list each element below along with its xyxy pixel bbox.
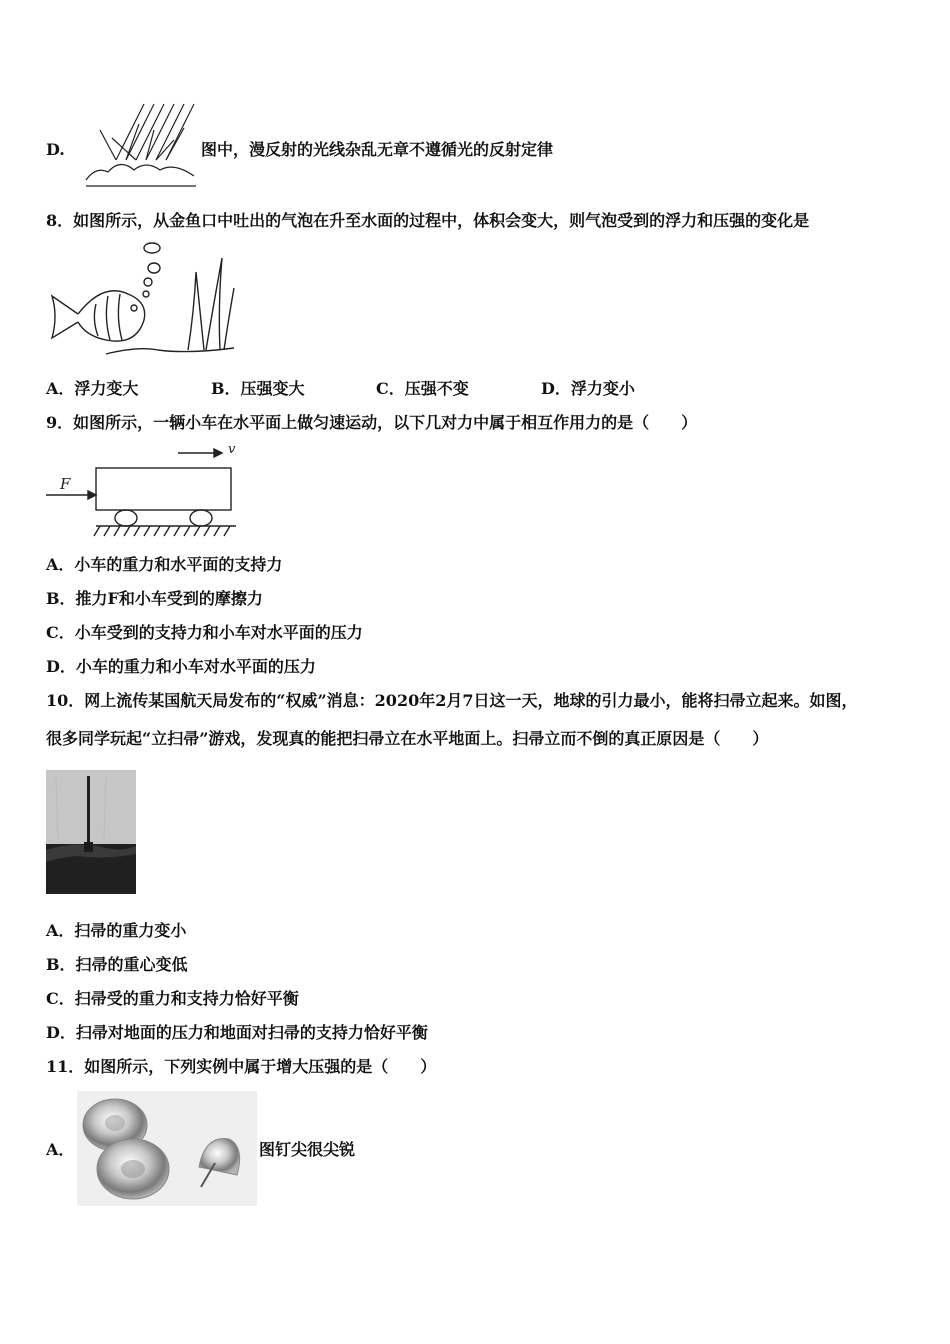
- force-label: F: [60, 475, 71, 493]
- q8-option-a: A．浮力变大: [46, 379, 139, 398]
- question-10-stem-line1: 10．网上流传某国航天局发布的“权威”消息：2020年2月7日这一天，地球的引力最小，能将扫帚立起来。如图，: [46, 691, 858, 710]
- question-10-stem-line2: 很多同学玩起“立扫帚”游戏，发现真的能把扫帚立在水平地面上。扫帚立而不倒的真正原因是（ ）: [46, 729, 769, 748]
- option-d-label: D.: [46, 140, 65, 159]
- option-d-text: 图中，漫反射的光线杂乱无章不遵循光的反射定律: [201, 140, 554, 159]
- q9-option-c: C．小车受到的支持力和小车对水平面的压力: [46, 623, 363, 642]
- question-11-stem: 11．如图所示，下列实例中属于增大压强的是（ ）: [46, 1057, 437, 1076]
- q10-option-a: A．扫帚的重力变小: [46, 921, 187, 940]
- question-9-stem: 9．如图所示，一辆小车在水平面上做匀速运动，以下几对力中属于相互作用力的是（ ）: [46, 413, 698, 432]
- q11-option-a-text: 图钉尖很尖锐: [259, 1140, 356, 1159]
- q10-option-d: D．扫帚对地面的压力和地面对扫帚的支持力恰好平衡: [46, 1023, 428, 1042]
- q9-option-a: A．小车的重力和水平面的支持力: [46, 555, 283, 574]
- diffuse-reflection-figure: [84, 100, 199, 188]
- q8-option-b: B．压强变大: [211, 379, 305, 398]
- question-8-stem: 8．如图所示，从金鱼口中吐出的气泡在升至水面的过程中，体积会变大，则气泡受到的浮力和压强的变化是: [46, 211, 810, 230]
- q10-option-b: B．扫帚的重心变低: [46, 955, 188, 974]
- velocity-label: v: [228, 442, 236, 457]
- thumbtack-photo: [77, 1091, 257, 1206]
- goldfish-figure: [48, 242, 238, 362]
- q10-option-c: C．扫帚受的重力和支持力恰好平衡: [46, 989, 299, 1008]
- q8-option-d: D．浮力变小: [541, 379, 635, 398]
- q8-option-c: C．压强不变: [376, 379, 469, 398]
- q11-option-a-label: A．: [46, 1140, 75, 1159]
- standing-broom-photo: [46, 770, 136, 894]
- q9-option-d: D．小车的重力和小车对水平面的压力: [46, 657, 316, 676]
- q9-option-b: B．推力F和小车受到的摩擦力: [46, 589, 263, 608]
- cart-figure: [44, 440, 240, 540]
